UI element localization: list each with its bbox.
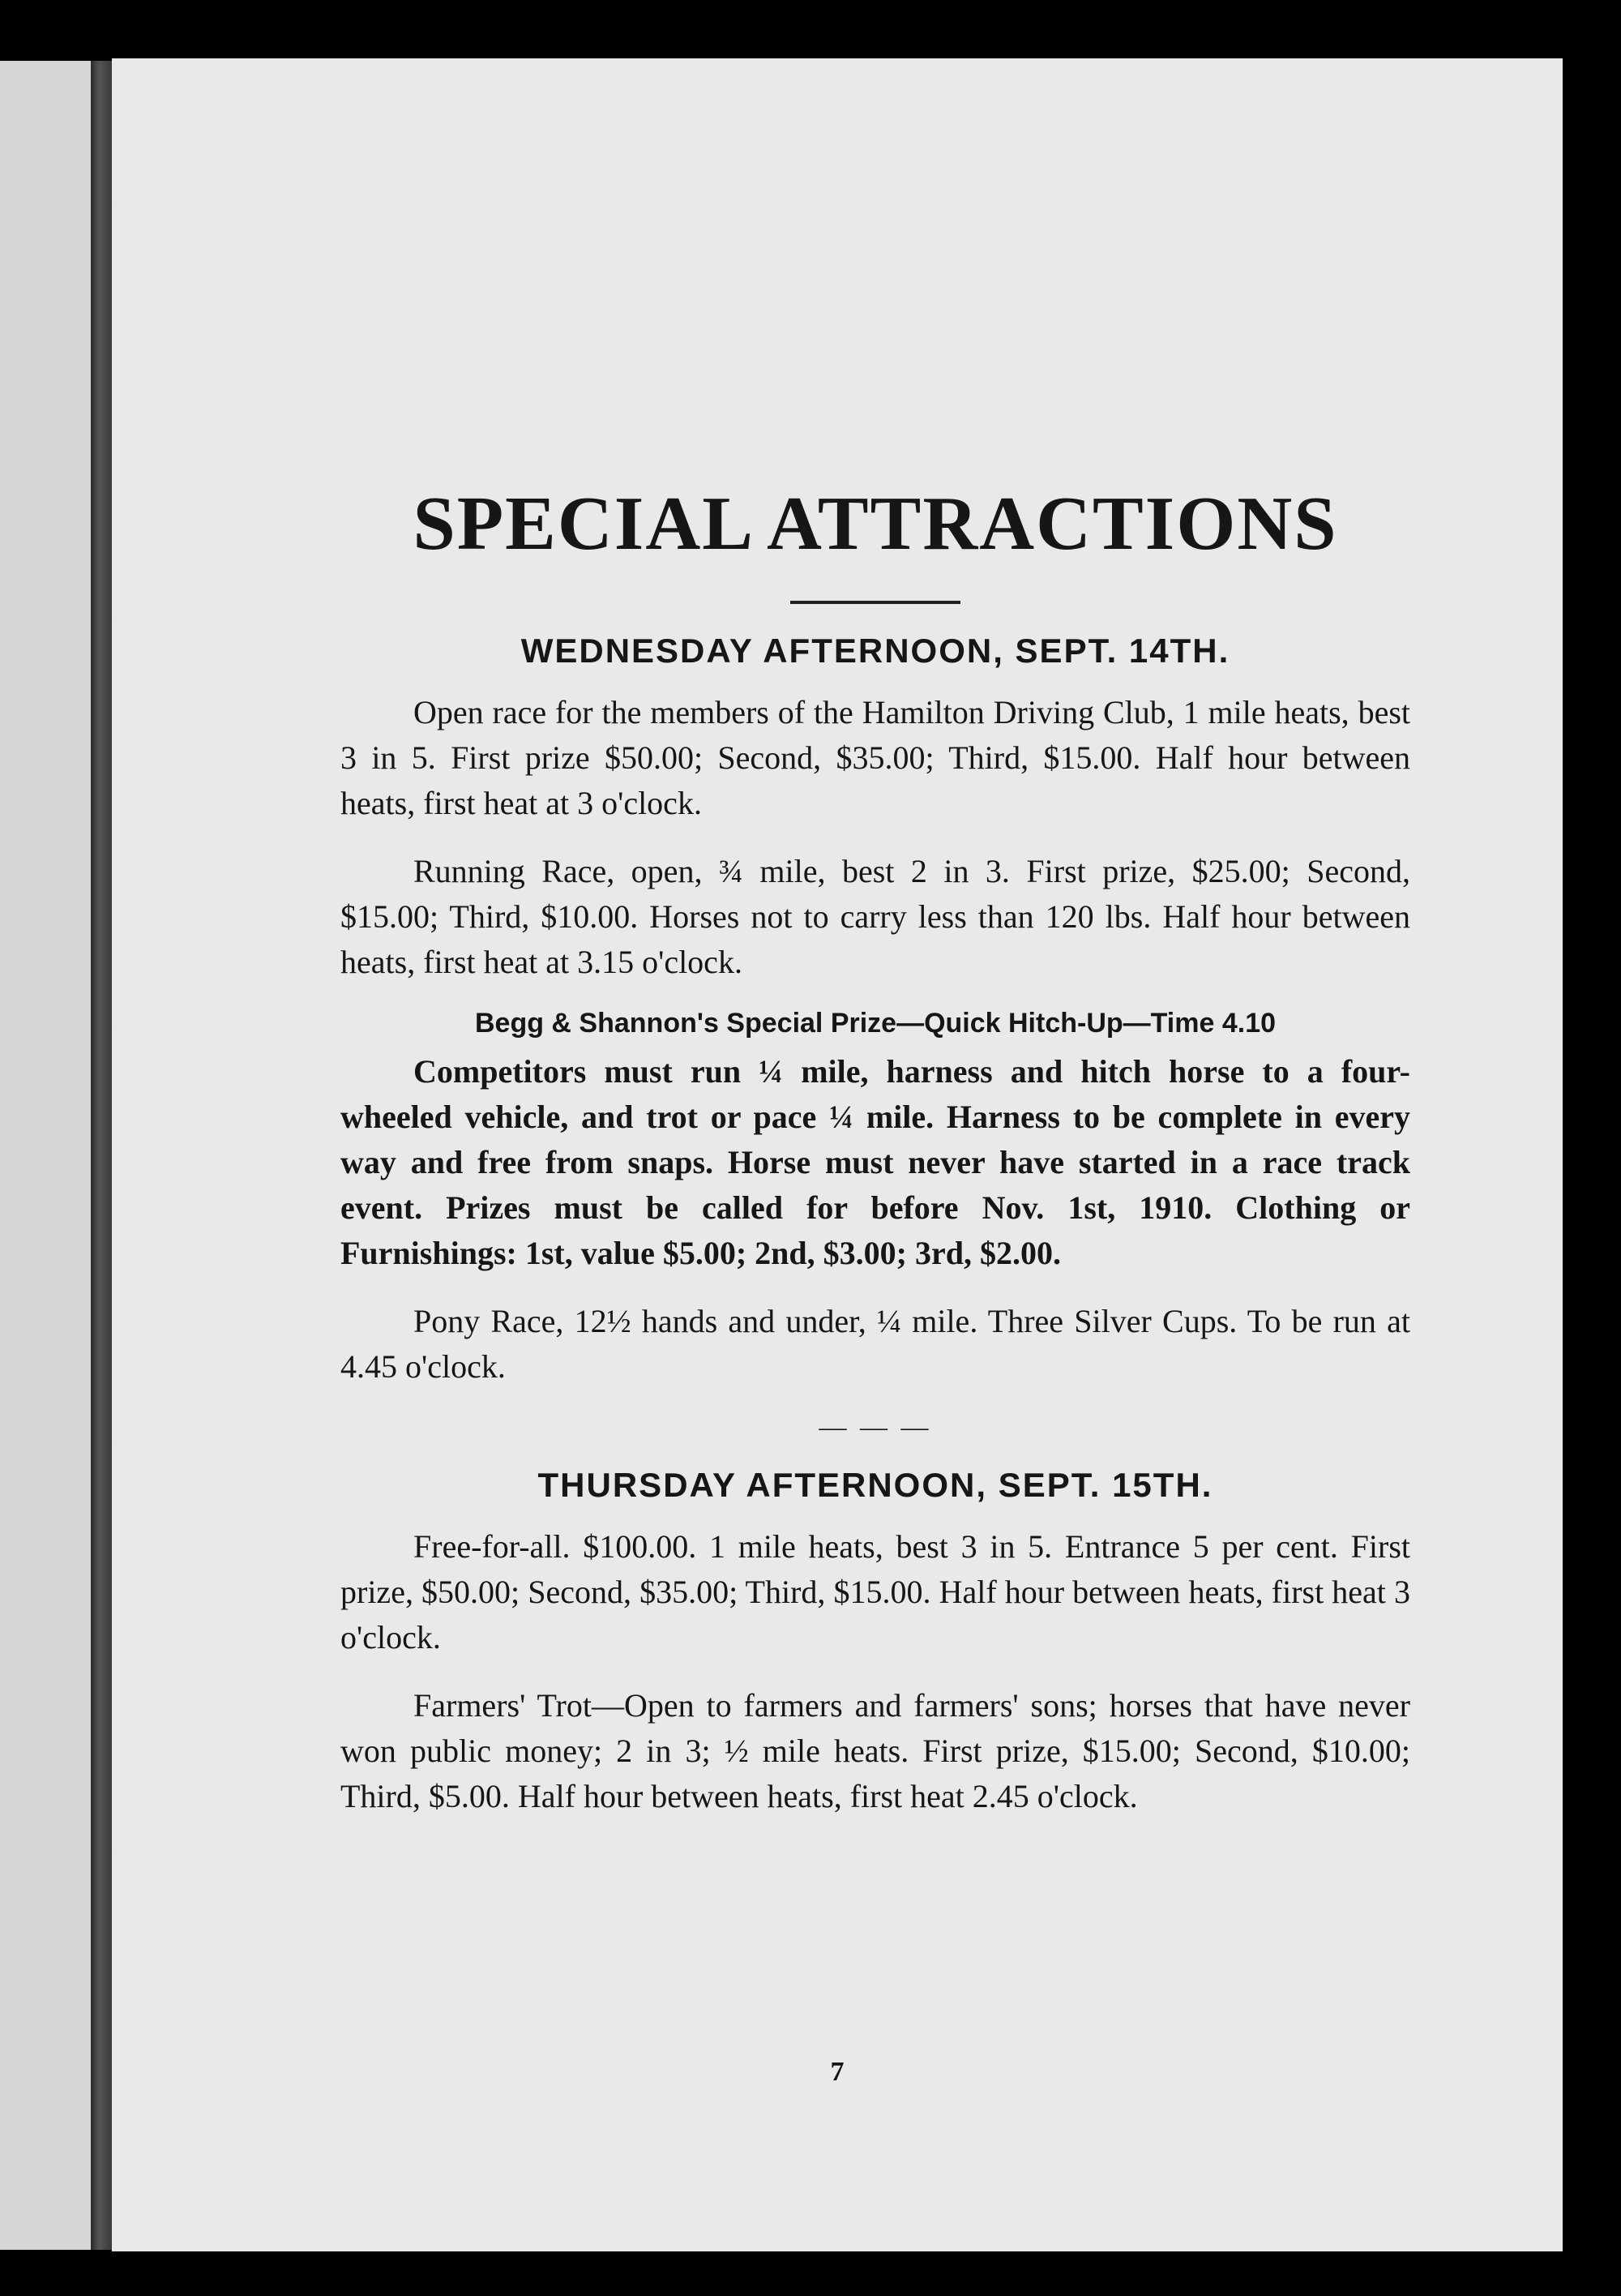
thursday-heading: THURSDAY AFTERNOON, SEPT. 15TH. <box>537 1465 1213 1504</box>
wednesday-paragraph-1: Open race for the members of the Hamilton Driving Club, 1 mile heats, best 3 in 5. First prize $50.00; Second, $35.00; Third, $15.00. Half hour between heats, first heat at 3 o'clock. <box>340 693 1410 821</box>
document-page <box>112 58 1563 2251</box>
thursday-paragraph-1: Free-for-all. $100.00. 1 mile heats, best 3 in 5. Entrance 5 per cent. First prize, $50.00; Second, $35.00; Third, $15.00. Half hour between heats, first heat 3 o'clock. <box>340 1527 1410 1656</box>
wednesday-paragraph-2: Running Race, open, ¾ mile, best 2 in 3. First prize, $25.00; Second, $15.00; Third, $10.00. Horses not to carry less than 120 lbs. Half hour between heats, first heat at 3.15 o'clock. <box>340 852 1410 980</box>
wednesday-heading: WEDNESDAY AFTERNOON, SEPT. 14TH. <box>520 631 1230 670</box>
title-rule <box>790 601 960 604</box>
page-number: 7 <box>830 2057 845 2087</box>
thursday-paragraph-2: Farmers' Trot—Open to farmers and farmers' sons; horses that have never won public money; 2 in 3; ½ mile heats. First prize, $15.00; Second, $10.00; Third, $5.00. Half hour between heats, first heat 2.45 o'clock. <box>340 1686 1410 1814</box>
page-title: SPECIAL ATTRACTIONS <box>413 482 1338 566</box>
special-prize-heading: Begg & Shannon's Special Prize—Quick Hitch-Up—Time 4.10 <box>474 1007 1277 1039</box>
page-content <box>340 427 1410 1842</box>
pony-race-paragraph: Pony Race, 12½ hands and under, ¼ mile. Three Silver Cups. To be run at 4.45 o'clock. <box>340 1302 1410 1385</box>
section-separator: — — — <box>819 1411 932 1442</box>
special-prize-text: Competitors must run ¼ mile, harness and hitch horse to a four-wheeled vehicle, and trot or pace ¼ mile. Harness to be complete in every way and free from snaps. Horse must never have started in a race track event. Prizes must be called for before Nov. 1st, 1910. Clothing or Furnishings: 1st, value $5.00; 2nd, $3.00; 3rd, $2.00. <box>340 1052 1410 1271</box>
adjacent-page-edge <box>0 61 91 2250</box>
book-spine <box>91 61 112 2250</box>
